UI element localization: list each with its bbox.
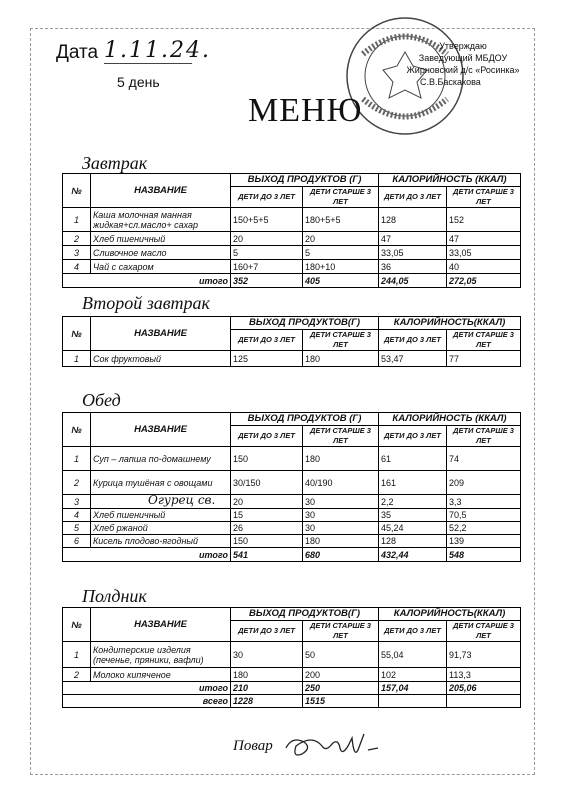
- col-output: ВЫХОД ПРОДУКТОВ(Г): [231, 608, 379, 621]
- cell-output-under3: 180: [231, 668, 303, 682]
- cell-output-under3: 150: [231, 535, 303, 548]
- day-label: 5 день: [117, 74, 160, 90]
- cell-output-over3: 30: [303, 495, 379, 509]
- col-over3: ДЕТИ СТАРШЕ 3 ЛЕТ: [303, 621, 379, 642]
- col-over3: ДЕТИ СТАРШЕ 3 ЛЕТ: [447, 426, 521, 447]
- cell-output-over3: 5: [303, 246, 379, 260]
- col-output: ВЫХОД ПРОДУКТОВ (Г): [231, 174, 379, 187]
- cell-no: 6: [63, 535, 91, 548]
- total-cal-under3: 432,44: [379, 548, 447, 562]
- cell-output-under3: 150: [231, 447, 303, 471]
- date-value: 1.11.24.: [104, 38, 211, 63]
- col-over3: ДЕТИ СТАРШЕ 3 ЛЕТ: [303, 330, 379, 351]
- cell-cal-over3: 152: [447, 208, 521, 232]
- total-label: итого: [63, 274, 231, 288]
- col-output: ВЫХОД ПРОДУКТОВ (Г): [231, 413, 379, 426]
- cell-name: Молоко кипяченое: [91, 668, 231, 682]
- cell-cal-over3: 91,73: [447, 642, 521, 668]
- grand-total-label: всего: [63, 695, 231, 708]
- col-over3: ДЕТИ СТАРШЕ 3 ЛЕТ: [447, 330, 521, 351]
- grand-cal-over3: [447, 695, 521, 708]
- cell-no: 2: [63, 232, 91, 246]
- cell-cal-over3: 209: [447, 471, 521, 495]
- cell-name: Сок фруктовый: [91, 351, 231, 367]
- total-output-over3: 680: [303, 548, 379, 562]
- cell-name: Сливочное масло: [91, 246, 231, 260]
- cell-cal-under3: 128: [379, 208, 447, 232]
- col-under3: ДЕТИ ДО 3 ЛЕТ: [379, 330, 447, 351]
- total-label: итого: [63, 548, 231, 562]
- total-output-under3: 210: [231, 682, 303, 695]
- col-name: НАЗВАНИЕ: [91, 174, 231, 208]
- page-title: МЕНЮ: [248, 92, 363, 129]
- total-cal-over3: 205,06: [447, 682, 521, 695]
- cell-cal-over3: 47: [447, 232, 521, 246]
- table-row: [63, 232, 521, 246]
- cell-output-under3: 30: [231, 642, 303, 668]
- cell-output-over3: 40/190: [303, 471, 379, 495]
- cell-output-over3: 180+5+5: [303, 208, 379, 232]
- table-row: [63, 471, 521, 495]
- cell-output-over3: 180+10: [303, 260, 379, 274]
- table-lunch: [62, 412, 521, 562]
- cell-output-over3: 30: [303, 522, 379, 535]
- approval-line-3: Жирновский д/с «Росинка»: [406, 65, 520, 75]
- col-calories: КАЛОРИЙНОСТЬ (ККАЛ): [379, 413, 521, 426]
- total-row: [63, 548, 521, 562]
- cell-no: 4: [63, 509, 91, 522]
- cell-name: Кондитерские изделия (печенье, пряники, вафли): [91, 642, 231, 668]
- cell-no: 1: [63, 351, 91, 367]
- cell-output-over3: 180: [303, 535, 379, 548]
- cell-output-under3: 150+5+5: [231, 208, 303, 232]
- table-breakfast: [62, 173, 521, 288]
- col-calories: КАЛОРИЙНОСТЬ(ККАЛ): [379, 317, 521, 330]
- cell-output-under3: 125: [231, 351, 303, 367]
- cell-cal-over3: 40: [447, 260, 521, 274]
- col-name: НАЗВАНИЕ: [91, 413, 231, 447]
- grand-output-over3: 1515: [303, 695, 379, 708]
- cell-output-over3: 200: [303, 668, 379, 682]
- approval-line-1: Утверждаю: [439, 41, 487, 51]
- col-under3: ДЕТИ ДО 3 ЛЕТ: [379, 187, 447, 208]
- cell-cal-under3: 2,2: [379, 495, 447, 509]
- cell-cal-over3: 74: [447, 447, 521, 471]
- table-row: [63, 447, 521, 471]
- cell-cal-over3: 3,3: [447, 495, 521, 509]
- col-under3: ДЕТИ ДО 3 ЛЕТ: [231, 330, 303, 351]
- approval-line-4: С.В.Баскакова: [420, 77, 481, 87]
- cell-cal-over3: 139: [447, 535, 521, 548]
- cell-output-under3: 20: [231, 232, 303, 246]
- section-title-second-breakfast: Второй завтрак: [82, 293, 210, 313]
- cell-output-over3: 180: [303, 447, 379, 471]
- date-label: Дата: [56, 42, 99, 63]
- cell-cal-under3: 61: [379, 447, 447, 471]
- grand-output-under3: 1228: [231, 695, 303, 708]
- col-under3: ДЕТИ ДО 3 ЛЕТ: [231, 426, 303, 447]
- total-row: [63, 274, 521, 288]
- cell-cal-under3: 128: [379, 535, 447, 548]
- col-under3: ДЕТИ ДО 3 ЛЕТ: [231, 187, 303, 208]
- cook-label: Повар: [233, 738, 273, 754]
- table-row: [63, 260, 521, 274]
- cell-cal-under3: 161: [379, 471, 447, 495]
- total-row: [63, 682, 521, 695]
- section-title-snack: Полдник: [82, 586, 147, 606]
- cell-output-under3: 20: [231, 495, 303, 509]
- cell-output-under3: 5: [231, 246, 303, 260]
- total-output-over3: 405: [303, 274, 379, 288]
- cell-output-under3: 30/150: [231, 471, 303, 495]
- table-row: [63, 642, 521, 668]
- cell-cal-under3: 53,47: [379, 351, 447, 367]
- cell-name: Кисель плодово-ягодный: [91, 535, 231, 548]
- cell-no: 1: [63, 642, 91, 668]
- total-output-under3: 352: [231, 274, 303, 288]
- col-no: №: [63, 608, 91, 642]
- cell-no: 2: [63, 471, 91, 495]
- table-row: [63, 351, 521, 367]
- handwritten-note: Огурец св.: [148, 493, 216, 507]
- col-over3: ДЕТИ СТАРШЕ 3 ЛЕТ: [447, 187, 521, 208]
- col-over3: ДЕТИ СТАРШЕ 3 ЛЕТ: [447, 621, 521, 642]
- cell-no: 1: [63, 447, 91, 471]
- col-under3: ДЕТИ ДО 3 ЛЕТ: [231, 621, 303, 642]
- cell-output-over3: 30: [303, 509, 379, 522]
- cell-no: 2: [63, 668, 91, 682]
- approval-line-2: Заведующий МБДОУ: [418, 53, 508, 63]
- cell-no: 1: [63, 208, 91, 232]
- cell-name: Курица тушёная с овощами: [91, 471, 231, 495]
- total-output-over3: 250: [303, 682, 379, 695]
- table-snack: [62, 607, 521, 708]
- col-no: №: [63, 317, 91, 351]
- total-cal-over3: 272,05: [447, 274, 521, 288]
- cell-no: 3: [63, 246, 91, 260]
- cell-output-under3: 26: [231, 522, 303, 535]
- cell-no: 4: [63, 260, 91, 274]
- table-row: [63, 509, 521, 522]
- cell-cal-under3: 35: [379, 509, 447, 522]
- cell-name: Хлеб пшеничный: [91, 509, 231, 522]
- table-row: [63, 522, 521, 535]
- section-title-lunch: Обед: [82, 390, 121, 410]
- cell-output-over3: 50: [303, 642, 379, 668]
- approval-block: [398, 40, 528, 88]
- cell-cal-over3: 70,5: [447, 509, 521, 522]
- cell-cal-under3: 36: [379, 260, 447, 274]
- cell-cal-under3: 47: [379, 232, 447, 246]
- col-over3: ДЕТИ СТАРШЕ 3 ЛЕТ: [303, 426, 379, 447]
- cell-cal-over3: 113,3: [447, 668, 521, 682]
- total-output-under3: 541: [231, 548, 303, 562]
- col-calories: КАЛОРИЙНОСТЬ(ККАЛ): [379, 608, 521, 621]
- cell-cal-under3: 33,05: [379, 246, 447, 260]
- col-name: НАЗВАНИЕ: [91, 317, 231, 351]
- col-name: НАЗВАНИЕ: [91, 608, 231, 642]
- table-row: [63, 668, 521, 682]
- col-over3: ДЕТИ СТАРШЕ 3 ЛЕТ: [303, 187, 379, 208]
- cell-cal-over3: 77: [447, 351, 521, 367]
- col-no: №: [63, 413, 91, 447]
- col-under3: ДЕТИ ДО 3 ЛЕТ: [379, 426, 447, 447]
- total-cal-over3: 548: [447, 548, 521, 562]
- cell-output-over3: 20: [303, 232, 379, 246]
- cell-output-over3: 180: [303, 351, 379, 367]
- cell-output-under3: 160+7: [231, 260, 303, 274]
- grand-cal-under3: [379, 695, 447, 708]
- cell-cal-under3: 55,04: [379, 642, 447, 668]
- table-row: [63, 208, 521, 232]
- section-title-breakfast: Завтрак: [82, 153, 148, 173]
- col-under3: ДЕТИ ДО 3 ЛЕТ: [379, 621, 447, 642]
- cell-name: Суп – лапша по-домашнему: [91, 447, 231, 471]
- cell-no: 3: [63, 495, 91, 509]
- cell-cal-over3: 33,05: [447, 246, 521, 260]
- total-cal-under3: 157,04: [379, 682, 447, 695]
- total-cal-under3: 244,05: [379, 274, 447, 288]
- grand-total-row: [63, 695, 521, 708]
- table-row: [63, 535, 521, 548]
- cell-cal-under3: 102: [379, 668, 447, 682]
- col-output: ВЫХОД ПРОДУКТОВ(Г): [231, 317, 379, 330]
- cell-cal-over3: 52,2: [447, 522, 521, 535]
- col-calories: КАЛОРИЙНОСТЬ (ККАЛ): [379, 174, 521, 187]
- cook-signature: [282, 728, 392, 762]
- cell-no: 5: [63, 522, 91, 535]
- col-no: №: [63, 174, 91, 208]
- table-second-breakfast: [62, 316, 521, 367]
- cell-cal-under3: 45,24: [379, 522, 447, 535]
- cell-name: Чай с сахаром: [91, 260, 231, 274]
- table-row: [63, 246, 521, 260]
- cell-name: Каша молочная манная жидкая+сл.масло+ сахар: [91, 208, 231, 232]
- cell-name: Хлеб ржаной: [91, 522, 231, 535]
- cell-name: Хлеб пшеничный: [91, 232, 231, 246]
- cell-output-under3: 15: [231, 509, 303, 522]
- total-label: итого: [63, 682, 231, 695]
- table-row: [63, 495, 521, 509]
